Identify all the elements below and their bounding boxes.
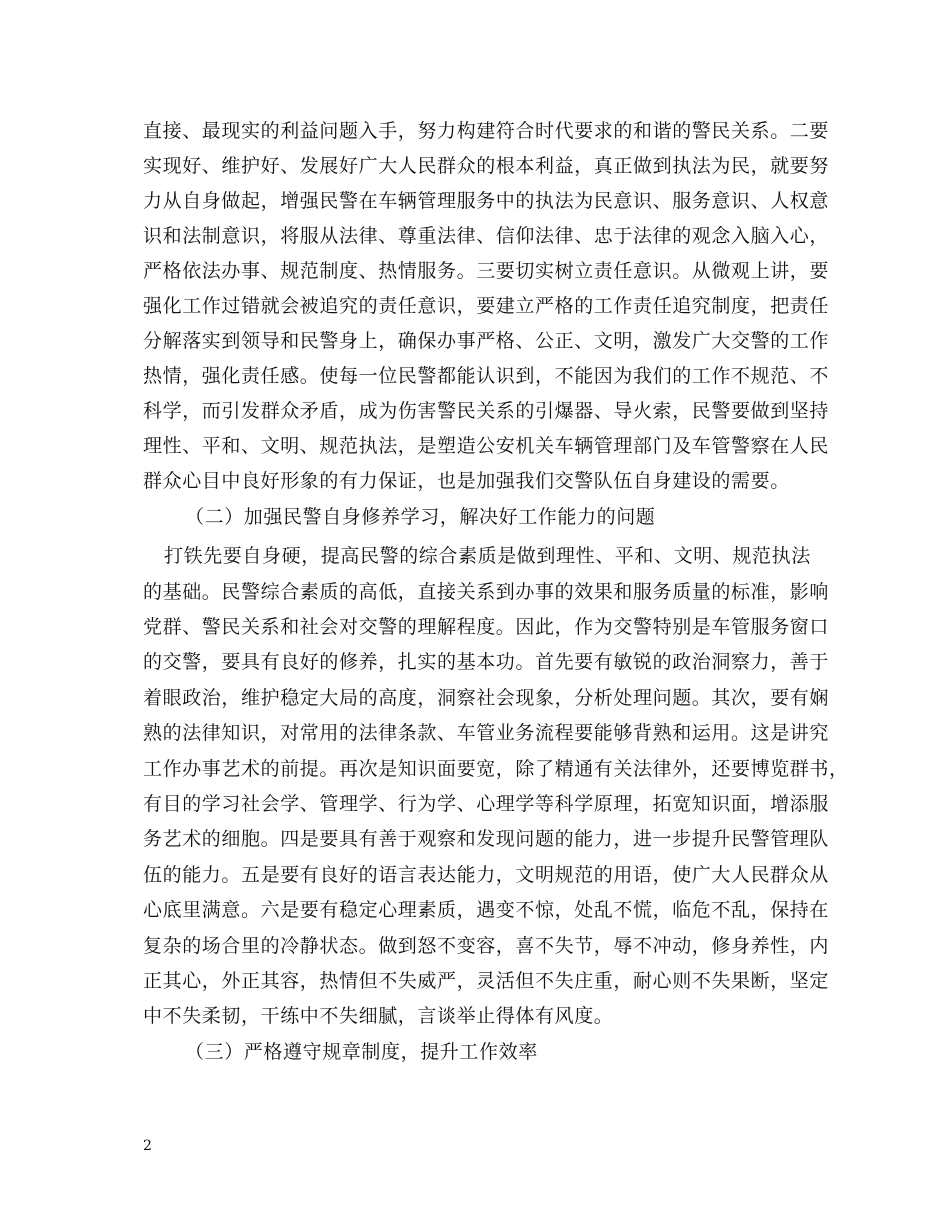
body-text-line: 党群、警民关系和社会对交警的理解程度。因此，作为交警特别是车管服务窗口 xyxy=(143,616,830,638)
body-text-line: 的基础。民警综合素质的高低，直接关系到办事的效果和服务质量的标准，影响 xyxy=(143,581,830,603)
body-text-line: 熟的法律知识，对常用的法律条款、车管业务流程要能够背熟和运用。这是讲究 xyxy=(143,722,830,744)
body-text-line: 直接、最现实的利益问题入手，努力构建符合时代要求的和谐的警民关系。二要 xyxy=(143,120,830,142)
page-number: 2 xyxy=(143,1138,152,1154)
body-text-line: 严格依法办事、规范制度、热情服务。三要切实树立责任意识。从微观上讲，要 xyxy=(143,260,830,282)
body-text-line: 有目的学习社会学、管理学、行为学、心理学等科学原理，拓宽知识面，增添服 xyxy=(143,793,830,815)
body-text-line: 群众心目中良好形象的有力保证，也是加强我们交警队伍自身建设的需要。 xyxy=(143,470,790,492)
body-text-line: 正其心，外正其容，热情但不失威严，灵活但不失庄重，耐心则不失果断，坚定 xyxy=(143,970,830,992)
body-text-line: 的交警，要具有良好的修养，扎实的基本功。首先要有敏锐的政治洞察力，善于 xyxy=(143,651,830,673)
body-text-line: 复杂的场合里的冷静状态。做到怒不变容，喜不失节，辱不冲动，修身养性，内 xyxy=(143,935,830,957)
body-text-line: 强化工作过错就会被追究的责任意识，要建立严格的工作责任追究制度，把责任 xyxy=(143,295,830,317)
body-text-line: 中不失柔韧，干练中不失细腻，言谈举止得体有风度。 xyxy=(143,1005,614,1027)
body-text-line: 工作办事艺术的前提。再次是知识面要宽，除了精通有关法律外，还要博览群书， xyxy=(143,758,849,780)
body-text-line: 伍的能力。五是要有良好的语言表达能力，文明规范的用语，使广大人民群众从 xyxy=(143,864,830,886)
body-text-line: 心底里满意。六是要有稳定心理素质，遇变不惊，处乱不慌，临危不乱，保持在 xyxy=(143,899,830,921)
body-text-line: 分解落实到领导和民警身上，确保办事严格、公正、文明，激发广大交警的工作 xyxy=(143,330,830,352)
section-heading: （二）加强民警自身修养学习，解决好工作能力的问题 xyxy=(185,506,656,528)
section-heading: （三）严格遵守规章制度，提升工作效率 xyxy=(185,1041,538,1063)
body-text-line: 务艺术的细胞。四是要具有善于观察和发现问题的能力，进一步提升民警管理队 xyxy=(143,828,830,850)
body-text-line: 识和法制意识，将服从法律、尊重法律、信仰法律、忠于法律的观念入脑入心， xyxy=(143,225,830,247)
body-text-line: 着眼政治，维护稳定大局的高度，洞察社会现象，分析处理问题。其次，要有娴 xyxy=(143,687,830,709)
body-text-line: 热情，强化责任感。使每一位民警都能认识到，不能因为我们的工作不规范、不 xyxy=(143,365,830,387)
body-text-line: 实现好、维护好、发展好广大人民群众的根本利益，真正做到执法为民，就要努 xyxy=(143,155,830,177)
body-text-line: 力从自身做起，增强民警在车辆管理服务中的执法为民意识、服务意识、人权意 xyxy=(143,190,830,212)
body-text-line: 打铁先要自身硬，提高民警的综合素质是做到理性、平和、文明、规范执法 xyxy=(164,545,811,567)
body-text-line: 科学，而引发群众矛盾，成为伤害警民关系的引爆器、导火索，民警要做到坚持 xyxy=(143,400,830,422)
body-text-line: 理性、平和、文明、规范执法，是塑造公安机关车辆管理部门及车管警察在人民 xyxy=(143,435,830,457)
